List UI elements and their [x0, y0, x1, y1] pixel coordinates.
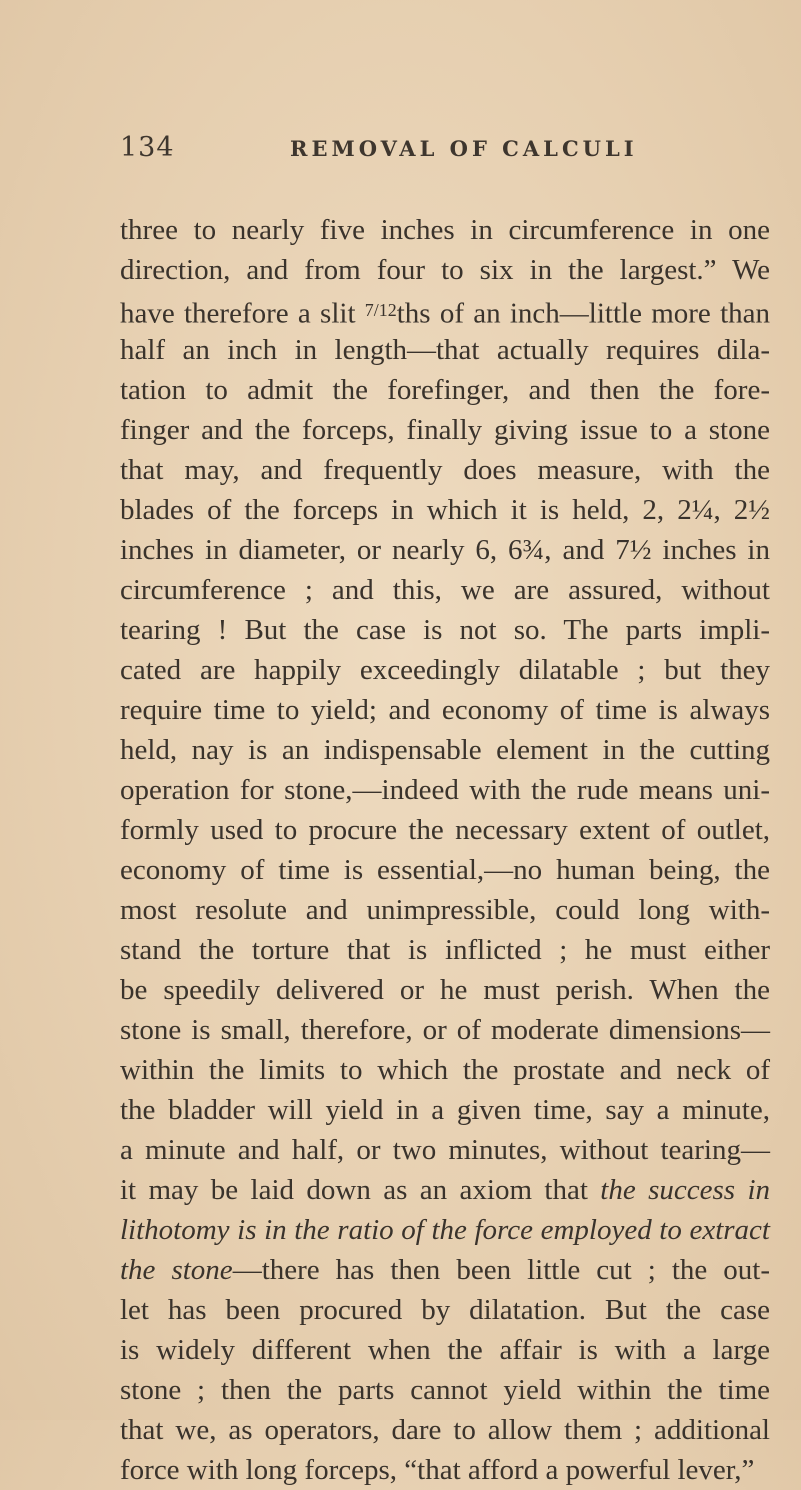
text-line [120, 650, 770, 690]
text-segment: stone is small, therefore, or of moderate dimensions— [120, 1014, 770, 1046]
text-line [120, 450, 770, 490]
text-line [120, 1330, 770, 1370]
italic-text: the success in [600, 1174, 771, 1206]
text-line [120, 1130, 770, 1170]
text-line [120, 1010, 770, 1050]
text-segment: it may be laid down as an axiom that [120, 1174, 601, 1206]
text-line [120, 490, 770, 530]
text-segment: that may, and frequently does measure, with the [120, 454, 770, 486]
text-segment: inches in diameter, or nearly 6, 6¾, and 7½ inches in [120, 534, 770, 566]
text-line [120, 1410, 770, 1450]
text-segment: held, nay is an indispensable element in the cutting [120, 734, 770, 766]
text-segment: finger and the forceps, finally giving issue to a stone [120, 414, 770, 446]
running-title: REMOVAL OF CALCULI [290, 136, 638, 161]
text-line [120, 330, 770, 370]
text-line [120, 970, 770, 1010]
text-segment: let has been procured by dilatation. But the case [120, 1294, 770, 1326]
text-segment: direction, and from four to six in the largest.” We [120, 254, 770, 286]
text-line [120, 810, 770, 850]
text-segment: circumference ; and this, we are assured, without [120, 574, 770, 606]
text-segment: the bladder will yield in a given time, say a minute, [120, 1094, 770, 1126]
text-segment: is widely different when the affair is with a large [120, 1334, 770, 1366]
text-line [120, 1370, 770, 1410]
text-line [120, 690, 770, 730]
text-line [120, 930, 770, 970]
text-line [120, 410, 770, 450]
text-segment: ths of an inch—little more than [396, 297, 770, 330]
text-line [120, 1450, 770, 1490]
text-line [120, 730, 770, 770]
text-segment: operation for stone,—indeed with the rude means uni- [120, 774, 770, 806]
text-segment: have therefore a slit [120, 297, 365, 330]
text-line [120, 290, 770, 330]
italic-text: lithotomy is in the ratio of the force employed to extract [120, 1214, 770, 1246]
text-line [120, 570, 770, 610]
text-segment: that we, as operators, dare to allow them ; additional [120, 1414, 770, 1446]
text-line [120, 1050, 770, 1090]
fraction: 7/12 [364, 300, 397, 320]
page-number: 134 [120, 132, 175, 163]
text-line [120, 850, 770, 890]
text-segment: be speedily delivered or he must perish. When the [120, 974, 770, 1006]
text-segment: force with long forceps, “that afford a powerful lever,” [120, 1454, 755, 1486]
text-segment: tation to admit the forefinger, and then the fore- [120, 374, 770, 406]
text-line [120, 250, 770, 290]
text-line [120, 1210, 770, 1250]
text-segment: most resolute and unimpressible, could long with- [120, 894, 770, 926]
text-line [120, 530, 770, 570]
text-line [120, 1170, 770, 1210]
text-segment: stand the torture that is inflicted ; he must either [120, 934, 770, 966]
text-line [120, 890, 770, 930]
text-segment: tearing ! But the case is not so. The parts impli- [120, 614, 770, 646]
text-segment: economy of time is essential,—no human being, the [120, 854, 770, 886]
text-line [120, 1090, 770, 1130]
text-segment: formly used to procure the necessary extent of outlet, [120, 814, 770, 846]
text-line [120, 610, 770, 650]
text-segment: stone ; then the parts cannot yield within the time [120, 1374, 770, 1406]
text-line [120, 1250, 770, 1290]
text-segment: cated are happily exceedingly dilatable ; but they [120, 654, 770, 686]
text-segment: three to nearly five inches in circumference in one [120, 214, 770, 246]
italic-text: the stone [120, 1254, 233, 1286]
text-segment: require time to yield; and economy of time is always [120, 694, 770, 726]
text-line [120, 210, 770, 250]
body-text [120, 210, 770, 1490]
text-segment: —there has then been little cut ; the out- [232, 1254, 770, 1286]
text-segment: a minute and half, or two minutes, without tearing— [120, 1134, 770, 1166]
text-segment: within the limits to which the prostate and neck of [120, 1054, 770, 1086]
text-line [120, 370, 770, 410]
text-segment: blades of the forceps in which it is held, 2, 2¼, 2½ [120, 494, 770, 526]
text-line [120, 770, 770, 810]
text-line [120, 1290, 770, 1330]
running-head [120, 132, 760, 172]
text-segment: half an inch in length—that actually requires dila- [120, 334, 770, 366]
